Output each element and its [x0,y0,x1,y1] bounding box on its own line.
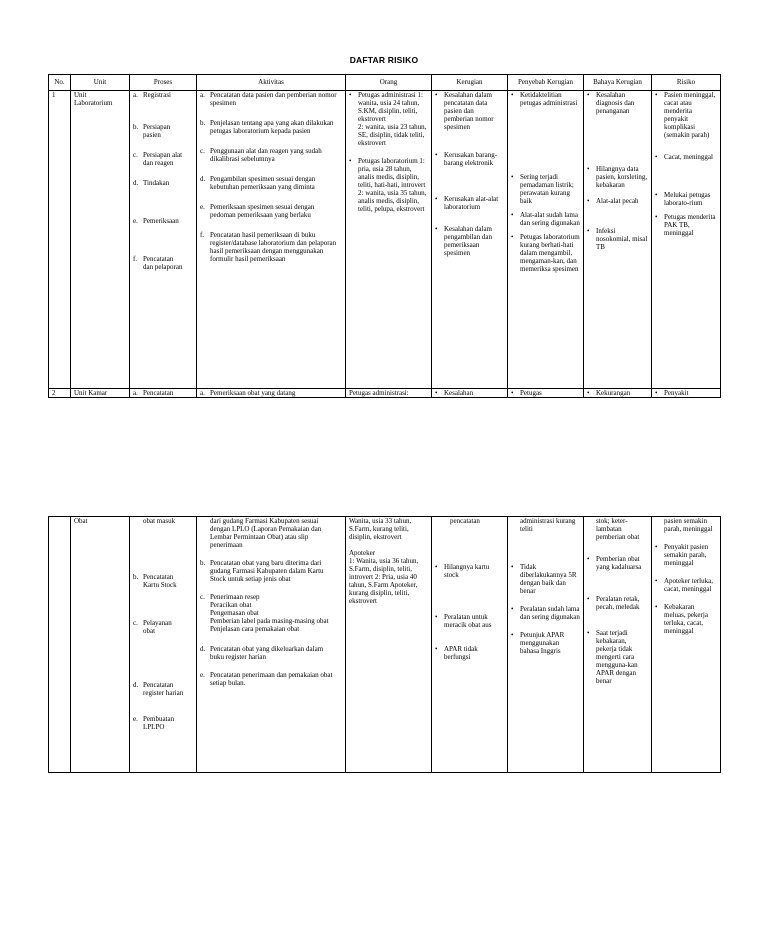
header-orang: Orang [346,75,432,91]
header-risiko: Risiko [652,75,721,91]
list-item: • Kesalahan diagnosis dan penanganan [587,91,648,115]
list-item: • Hilangnya data pasien, korsleting, kebakaran [587,165,648,189]
list-item: d. Tindakan [133,179,170,187]
cell-kerugian [432,91,508,389]
list-item: • Kesalahan dalam pengambilan dan pemeriksaan spesimen [435,225,504,257]
list-item: 2: wanita, usia 23 tahun, SE, disiplin, tidak teliti, ekstrovert [358,123,427,147]
cell-unit: Unit Laboratorium [71,91,130,389]
cell-kerugian: • Kesalahan [432,389,508,398]
list-item: pencatatan [450,517,480,525]
list-item: • Peralatan retak, pecah, meledak [587,595,648,611]
list-item: • Peralatan sudah lama dan sering digunakan [511,605,580,621]
list-item: stok; keter-lambatan pemberian obat [596,517,640,541]
list-item: e. Pemeriksaan [133,217,179,225]
page-title: DAFTAR RISIKO [349,55,419,65]
list-item: e. Pembuatan LPLPO [133,715,175,731]
cell-proses [130,517,197,773]
cell-aktivitas: a. Pemeriksaan obat yang datang [197,389,346,398]
header-bahaya: Bahaya Kerugian [584,75,652,91]
cell-penyebab [508,91,584,389]
cell-no [49,517,71,773]
list-item: e. Pemeriksaan spesimen sesuai dengan pedoman pemeriksaan yang berlaku [200,203,315,219]
cell-risiko [652,91,721,389]
list-item: • Pasien meninggal, cacat atau menderita penyakit komplikasi (semakin parah) [655,91,717,139]
list-item: dari gudang Farmasi Kabupaten sesuai dengan LPLO (Laporan Pemakaian dan Lembar Permintaan Obat) atau slip penerimaan [210,517,322,549]
cell-proses [130,91,197,389]
list-item: c. Persiapan alat dan reagen [133,151,183,167]
cell-no: 2 [49,389,71,398]
list-item: f. Pencatatan dan pelaporan [133,255,183,271]
list-item: • Hilangnya kartu stock [435,563,504,579]
list-item: d. Pencatatan obat yang dikeluarkan dalam buku register harian [200,645,324,661]
header-no: No. [49,75,71,91]
cell-bahaya: • Kekurangan [584,389,652,398]
table-row [49,91,721,389]
list-item: e. Pencatatan penerimaan dan pemakaian obat setiap bulan. [200,671,333,687]
list-item: • Petugas laboratorium kurang berhati-hati dalam mengambil, mengaman-kan, dan memeriksa spesimen [511,233,580,273]
list-item: • Tidak diberlakukannya 5R dengan baik dan benar [511,563,580,595]
list-item: • Peralatan untuk meracik obat aus [435,613,504,629]
cell-penyebab: • Petugas [508,389,584,398]
list-item: • Petugas laboratorium 1: pria, usia 28 tahun, analis medis, disiplin, teliti, hati-hati, introvert [349,157,428,189]
cell-orang: Petugas administrasi: [346,389,432,398]
list-item: 2: wanita, usia 35 tahun, analis medis, disiplin, teliti, pelupa, ekstrovert [358,189,427,213]
cell-kerugian [432,517,508,773]
cell-penyebab [508,517,584,773]
list-item: • Cacat, meninggal [655,153,717,161]
cell-aktivitas [197,517,346,773]
header-penyebab: Penyebab Kerugian [508,75,584,91]
table-row [49,389,721,398]
list-item: obat masuk [143,517,176,525]
list-item: • Petugas administrasi 1: wanita, usia 24 tahun, S.KM, disiplin, teliti, ekstrovert [349,91,428,123]
list-item: • Kerusakan barang-barang elektronik [435,151,504,167]
list-item: • Petugas menderita PAK TB, meninggal [655,213,717,237]
list-item: c. Pelayanan obat [133,619,172,635]
list-item: • Saat terjadi kebakaran, pekerja tidak mengerti cara mengguna-kan APAR dengan benar [587,629,648,685]
list-item: d. Pencatatan register harian [133,681,184,697]
list-item: Pemberian label pada masing-masing obat [210,617,329,625]
cell-unit: Unit Kamar [71,389,130,398]
list-item: • Kebakaran meluas, pekerja terluka, cacat, meninggal [655,603,717,635]
list-item: Peracikan obat [210,601,252,609]
cell-bahaya [584,517,652,773]
list-item: b. Pencatatan Kartu Stock [133,573,177,589]
cell-bahaya [584,91,652,389]
risk-table-continued [48,516,721,773]
cell-risiko: • Penyakit [652,389,721,398]
cell-proses: a. Pencatatan [130,389,197,398]
header-proses: Proses [130,75,197,91]
cell-no: 1 [49,91,71,389]
list-item: • Alat-alat pecah [587,197,648,205]
list-item: Pengemasan obat [210,609,259,617]
header-kerugian: Kerugian [432,75,508,91]
list-item: • Infeksi nosokomial, misal TB [587,227,648,251]
list-item: • Kerusakan alat-alat laboratorium [435,195,504,211]
list-item: • Pemberian obat yang kadaluarsa [587,555,648,571]
list-item: 1: Wanita, usia 36 tahun, S.Farm, disiplin, teliti, introvert 2: Pria, usia 40 tahun, S.Farm Apoteker, kurang disiplin, teliti, ekstrovert [349,557,419,605]
list-item: • APAR tidak berfungsi [435,645,504,661]
list-item: • Sering terjadi pemadaman listrik; perawatan kurang baik [511,173,580,205]
list-item: c. Penerimaan resep [200,593,260,601]
list-item: b. Penjelasan tentang apa yang akan dilakukan petugas laboratorium kepada pasien [200,119,334,135]
list-item: Wanita, usia 33 tahun, S.Farm, kurang teliti, disiplin, ekstrovert [349,517,412,541]
list-item: • Ketidaktelitian petugas administrasi [511,91,580,107]
list-item: b. Pencatatan obat yang baru diterima dari gudang Farmasi Kabupaten dalam Kartu Stock untuk setiap jenis obat [200,559,324,583]
cell-aktivitas [197,91,346,389]
header-aktivitas: Aktivitas [197,75,346,91]
table-row [49,517,721,773]
list-item: administrasi kurang teliti [520,517,576,533]
cell-orang [346,91,432,389]
cell-orang [346,517,432,773]
list-item: Penjelasan cara pemakaian obat [210,625,300,633]
list-item: a. Registrasi [133,91,171,99]
list-item: b. Persiapan pasien [133,123,171,139]
list-item: Apoteker [349,549,376,557]
header-unit: Unit [71,75,130,91]
list-item: • Alat-alat sudah lama dan sering digunakan [511,211,580,227]
list-item: • Melukai petugas laborato-rium [655,191,717,207]
list-item: • Apoteker terluka, cacat, meninggal [655,577,717,593]
list-item: c. Penggunaan alat dan reagen yang sudah dikalibrasi sebelumnya [200,147,322,163]
list-item: d. Pengambilan spesimen sesuai dengan kebutuhan pemeriksaan yang diminta [200,175,316,191]
list-item: • Kesalahan dalam pencatatan data pasien dan pemberian nomor spesimen [435,91,504,131]
list-item: a. Pencatatan data pasien dan pemberian nomor spesimen [200,91,337,107]
risk-table [48,74,721,398]
cell-risiko [652,517,721,773]
list-item: • Penyakit pasien semakin parah, meninggal [655,543,717,567]
table-header-row [49,75,721,91]
list-item: f. Pencatatan hasil pemeriksaan di buku register/database laboratorium dan pelaporan hasil pemeriksaan dengan menggunakan formulir hasil pemeriksaan [200,231,337,263]
list-item: • Petunjuk APAR menggunakan bahasa Inggris [511,631,580,655]
cell-unit: Obat [71,517,130,773]
list-item: pasien semakin parah, meninggal [664,517,713,533]
